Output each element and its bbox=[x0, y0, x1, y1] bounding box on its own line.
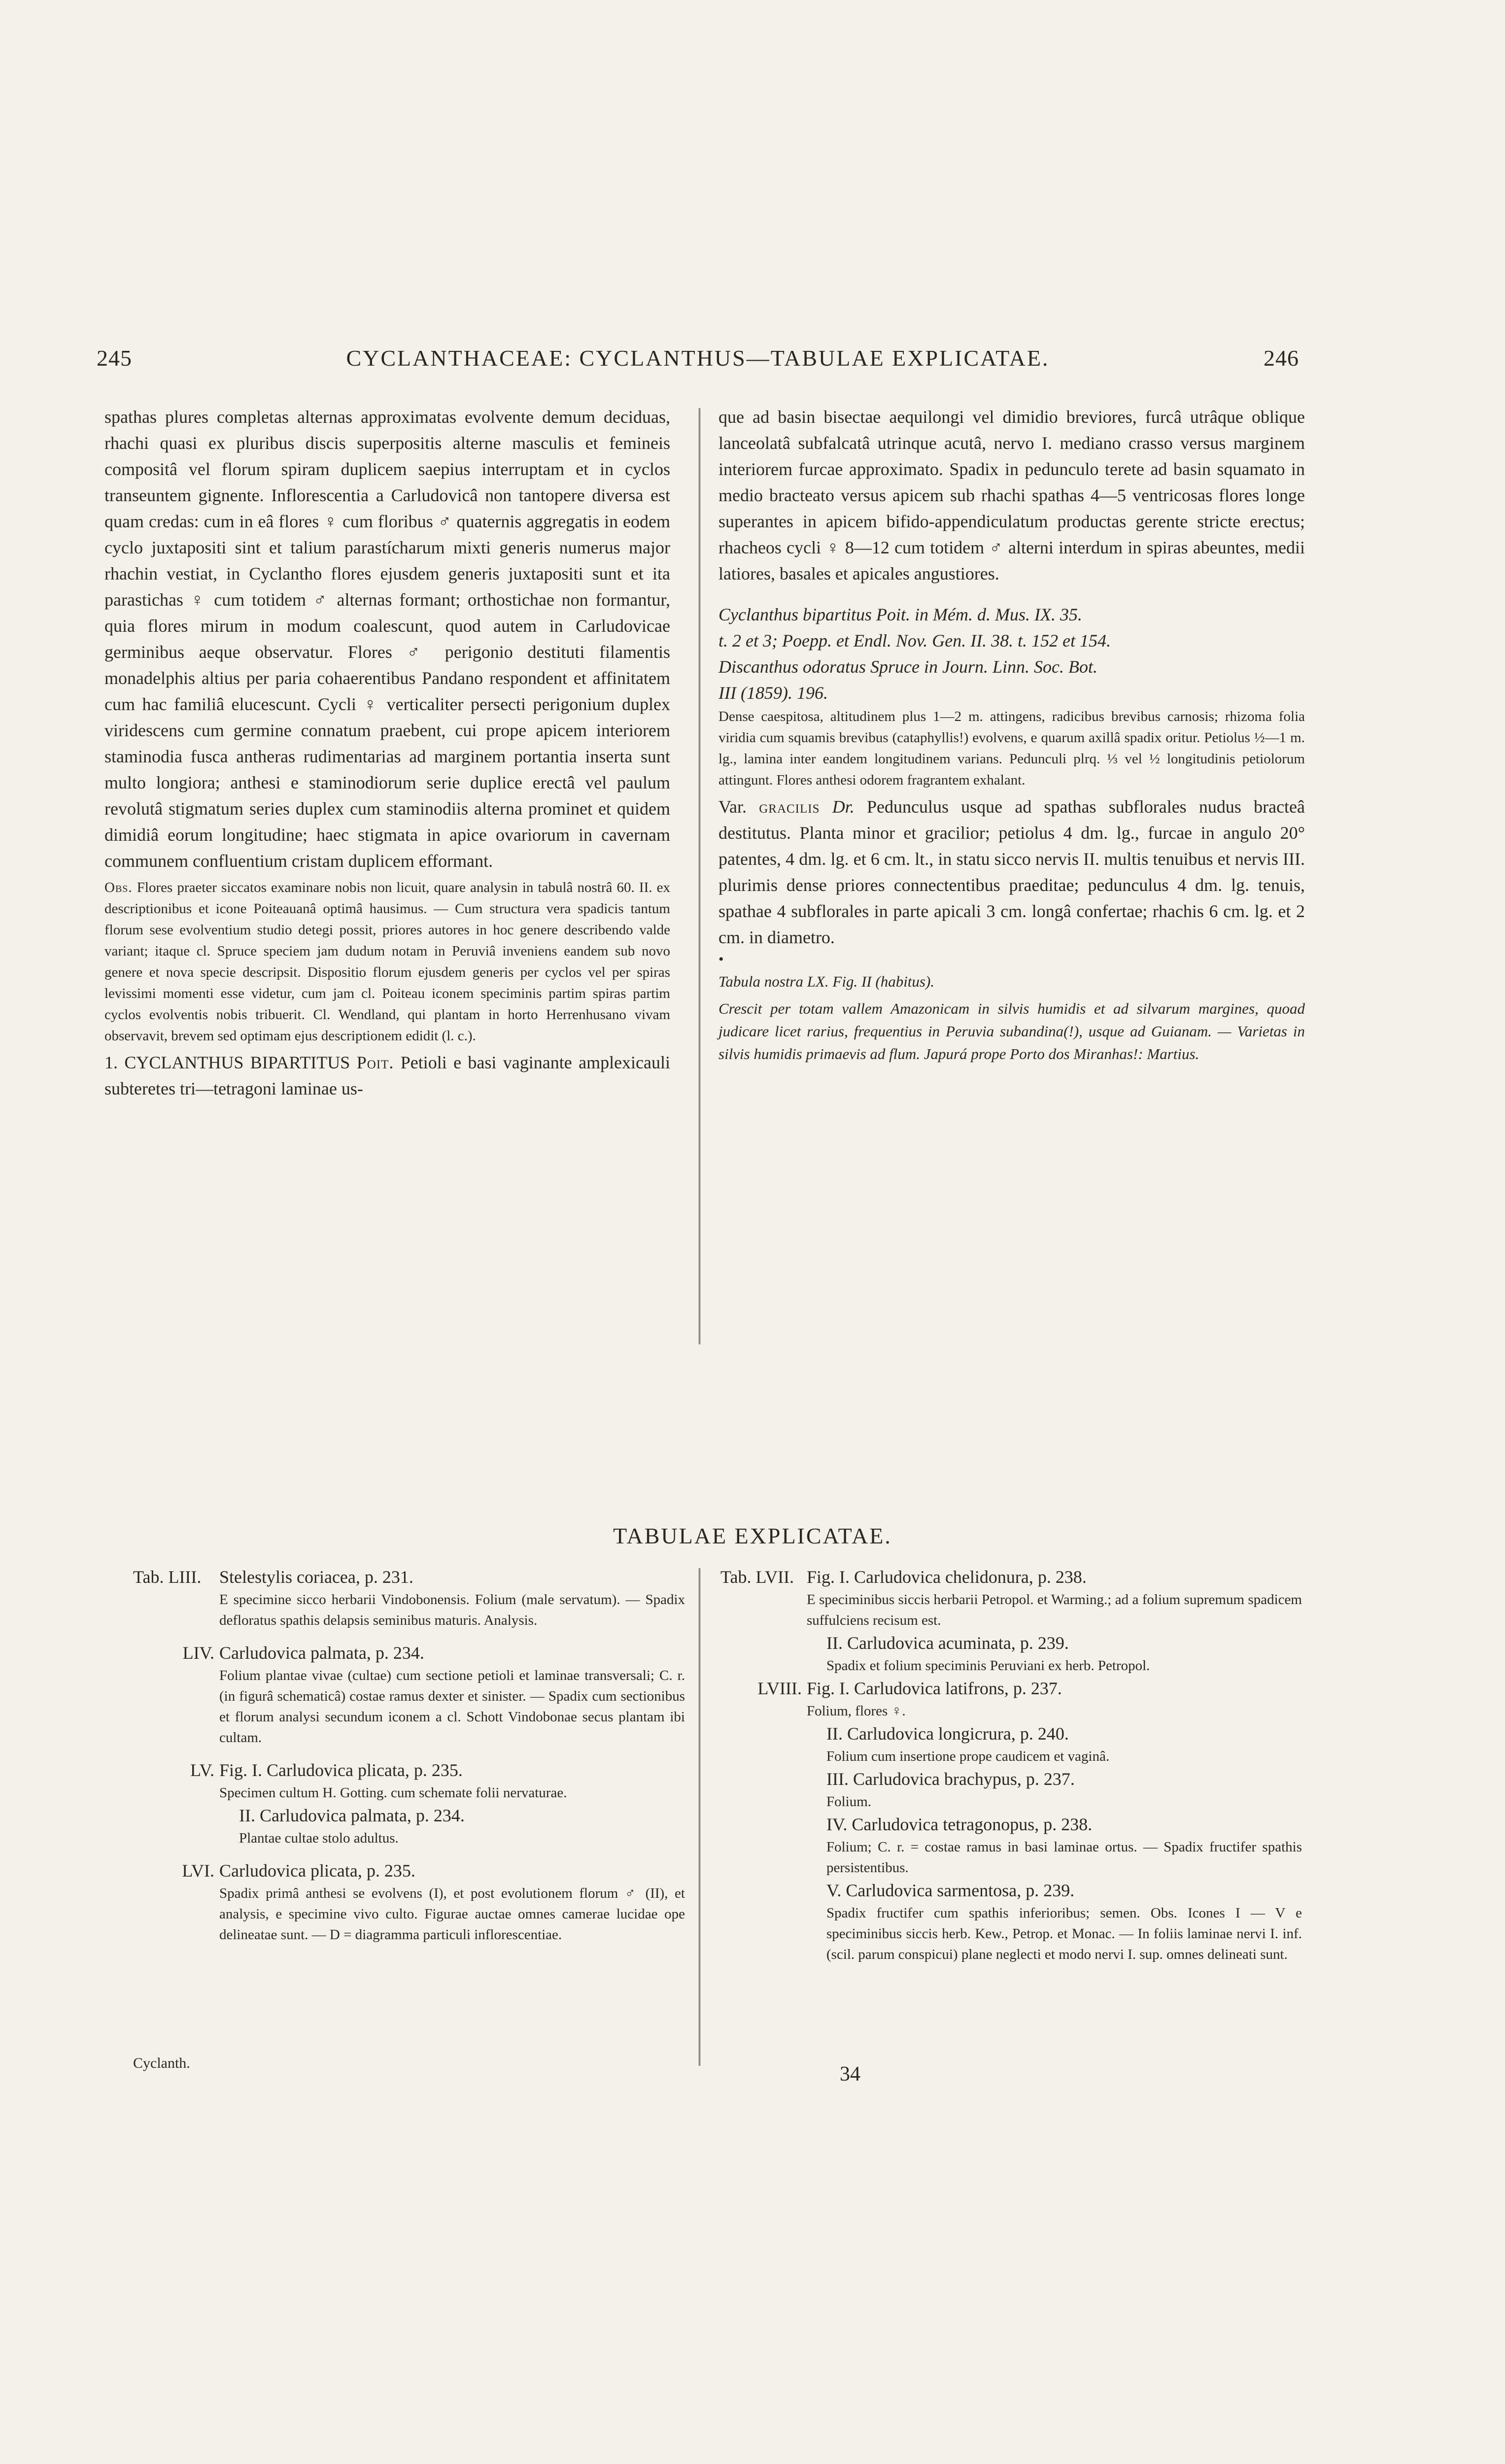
plate-note: Folium; C. r. = costae ramus in basi laminae ortus. — Spadix fructifer spathis persistentibus. bbox=[826, 1839, 1302, 1876]
left-column bbox=[104, 404, 670, 1105]
plate-reference: Tabula nostra LX. Fig. II (habitus). bbox=[718, 973, 935, 990]
description-small: Dense caespitosa, altitudinem plus 1—2 m. attingens, radicibus brevibus carnosis; rhizoma folia viridia cum squamis brevibus (cataphyllis!) evolvens, e quarum axillâ spadix oritur. Petiolus ½—1 m. lg., lamina inter eandem longitudinem varians. Pedunculi plrq. ⅓ vel ½ longitudinis petiolorum attingunt. Flores anthesi odorem fragrantem exhalant. bbox=[718, 709, 1305, 788]
plate-note: Folium cum insertione prope caudicem et vaginâ. bbox=[826, 1748, 1110, 1764]
plate-label: LVIII. bbox=[757, 1678, 802, 1698]
citations bbox=[718, 602, 1305, 706]
plate-title: II. Carludovica longicrura, p. 240. bbox=[826, 1724, 1069, 1744]
sheet-number: 34 bbox=[840, 2063, 860, 2086]
plate-title: IV. Carludovica tetragonopus, p. 238. bbox=[826, 1814, 1093, 1834]
species-heading bbox=[104, 1050, 670, 1102]
plate-title: II. Carludovica palmata, p. 234. bbox=[239, 1806, 465, 1825]
plate-note: Plantae cultae stolo adultus. bbox=[239, 1830, 399, 1846]
plate-entry bbox=[720, 1878, 1302, 1965]
plate-label: LV. bbox=[190, 1760, 214, 1780]
plate-title: Fig. I. Carludovica latifrons, p. 237. bbox=[807, 1678, 1062, 1698]
plate-entry bbox=[133, 1803, 685, 1848]
plate-note: E speciminibus siccis herbarii Petropol. et Warming.; ad a folium supremum spadicem suffulciens recisum est. bbox=[807, 1592, 1302, 1628]
plate-entry bbox=[133, 1758, 685, 1803]
page-number-left: 245 bbox=[97, 345, 132, 371]
plate-title: Stelestylis coriacea, p. 231. bbox=[219, 1567, 413, 1587]
var-name: gracilis bbox=[759, 797, 820, 817]
plate-entry bbox=[720, 1631, 1302, 1676]
species-name: CYCLANTHUS BIPARTITUS bbox=[124, 1053, 350, 1072]
plate-entry bbox=[720, 1812, 1302, 1878]
citation-line: t. 2 et 3; Poepp. et Endl. Nov. Gen. II. 38. t. 152 et 154. bbox=[718, 631, 1111, 650]
plate-note: Spadix et folium speciminis Peruviani ex herb. Petropol. bbox=[826, 1658, 1150, 1674]
plate-title: III. Carludovica brachypus, p. 237. bbox=[826, 1769, 1075, 1789]
running-head bbox=[97, 345, 1299, 371]
obs-label: Obs. bbox=[104, 880, 133, 895]
bullet-mark: • bbox=[718, 951, 724, 967]
running-title: CYCLANTHACEAE: CYCLANTHUS—TABULAE EXPLICATAE. bbox=[346, 345, 1050, 371]
species-author: Poit. bbox=[356, 1053, 394, 1072]
right-column bbox=[718, 404, 1305, 1068]
signature-mark: Cyclanth. bbox=[133, 2055, 190, 2071]
var-text: Pedunculus usque ad spathas subflorales nudus bracteâ destitutus. Planta minor et gracilior; petiolus 4 dm. lg., furcae in angulo 20° patentes, 4 dm. lg. et 6 cm. lt., in statu sicco nervis II. multis tenuibus et nervis III. plurimis dense priores connectentibus praeditae; pedunculus 4 dm. lg. tenuis, spathae 4 subflorales in parte apicali 3 cm. longâ confertae; rhachis 6 cm. lg. et 2 cm. in diametro. bbox=[718, 797, 1305, 947]
plate-entry bbox=[720, 1676, 1302, 1721]
plate-note: Folium. bbox=[826, 1794, 872, 1810]
plate-title: V. Carludovica sarmentosa, p. 239. bbox=[826, 1881, 1075, 1900]
left-paragraph: spathas plures completas alternas approximatas evolvente demum deciduas, rhachi quasi ex pluribus discis superpositis alterne masculis et femineis compositâ vel florum spiram duplicem saepius interruptam et in cyclos transeuntem gignente. Inflorescentia a Carludovicâ non tantopere diversa est quam credas: cum in eâ flores ♀ cum floribus ♂ quaternis aggregatis in eodem cyclo juxtapositi sint et talium parastícharum mixti generis numerus major rhachin vestiat, in Cyclantho flores ejusdem generis juxtapositi sunt et ita parastichas ♀ cum totidem ♂ alternas formant; orthostichae non formantur, quia flores mirum in modum coalescunt, quod autem in Carludovicae germinibus aeque observatur. Flores ♂ perigonio destituti filamentis monadelphis altius per paria cohaerentibus Pandano respondent et affinitatem cum hac familiâ elucescunt. Cycli ♀ verticaliter persecti perigonium duplex viridescens cum germine connatum praebent, cui prope apicem interiorem staminodia fusca antheras rudimentarias ad marginem portantia inserta sunt multo longiora; anthesi e staminodiorum serie duplice erectâ vel paulum revolutâ stigmatum series duplex cum staminodiis alterna prominet et quidem dimidiâ eorum longitudine; haec stigmata in apice ovariorum in cavernam communem confluentium cristam duplicem efformant. bbox=[104, 407, 670, 871]
plates-list-left bbox=[133, 1565, 685, 1945]
obs-note bbox=[104, 877, 670, 1047]
plate-entry bbox=[133, 1565, 685, 1631]
plate-label: LIV. bbox=[182, 1643, 214, 1663]
section-title: TABULAE EXPLICATAE. bbox=[613, 1523, 892, 1548]
plate-label: Tab. LIII. bbox=[133, 1567, 202, 1587]
plate-entry bbox=[720, 1767, 1302, 1812]
plate-note: Spadix fructifer cum spathis inferioribus; semen. Obs. Icones I — V e speciminibus siccis herb. Kew., Petrop. et Monac. — In foliis laminae nervi I. inf. (scil. parum conspicui) plane neglecti et modo nervi I. sup. omnes delineati sunt. bbox=[826, 1905, 1302, 1962]
var-author: Dr. bbox=[832, 797, 855, 817]
plate-note: E specimine sicco herbarii Vindobonensis. Folium (male servatum). — Spadix defloratus spathis delapsis seminibus maturis. Analysis. bbox=[219, 1592, 685, 1628]
plate-note: Folium, flores ♀. bbox=[807, 1703, 906, 1719]
habitat-text: Crescit per totam vallem Amazonicam in silvis humidis et ad silvarum margines, quoad judicare licet rarius, frequentius in Peruvia subandina(!), usque ad Guianam. — Varietas in silvis humidis primaevis ad flum. Japurá prope Porto dos Miranhas!: Martius. bbox=[718, 1000, 1305, 1062]
right-paragraph: que ad basin bisectae aequilongi vel dimidio breviores, furcâ utrâque oblique lanceolatâ subfalcatâ utrinque acutâ, nervo I. mediano crasso versus marginem interiorem furcae approximato. Spadix in pedunculo terete ad basin squamato in medio bracteato versus apicem sub rhachi spathas 4—5 ventricosas flores longe superantes in apicem bifido-appendiculatum productas gerente stricte erectus; rhacheos cycli ♀ 8—12 cum totidem ♂ alterni interdum in spiras abeuntes, medii latiores, basales et apicales angustiores. bbox=[718, 407, 1305, 583]
plate-title: Fig. I. Carludovica chelidonura, p. 238. bbox=[807, 1567, 1087, 1587]
plate-entry bbox=[133, 1858, 685, 1945]
citation-line: III (1859). 196. bbox=[718, 683, 828, 703]
column-divider-bottom bbox=[699, 1568, 700, 2066]
species-number: 1. bbox=[104, 1053, 118, 1072]
plate-entry bbox=[720, 1721, 1302, 1767]
plate-note: Spadix primâ anthesi se evolvens (I), et post evolutionem florum ♂ (II), et analysis, e specimine vivo culto. Figurae auctae omnes camerae lucidae ope delineatae sunt. — D = diagramma particuli inflorescentiae. bbox=[219, 1885, 685, 1943]
species-text: Petioli e basi vaginante amplexicauli subteretes tri—tetragoni laminae us- bbox=[104, 1053, 671, 1098]
plate-title: Carludovica palmata, p. 234. bbox=[219, 1643, 424, 1663]
plate-title: Fig. I. Carludovica plicata, p. 235. bbox=[219, 1760, 463, 1780]
plate-title: Carludovica plicata, p. 235. bbox=[219, 1861, 415, 1881]
plate-title: II. Carludovica acuminata, p. 239. bbox=[826, 1633, 1069, 1653]
column-divider-top bbox=[699, 408, 700, 1344]
citation-line: Discanthus odoratus Spruce in Journ. Linn. Soc. Bot. bbox=[718, 657, 1097, 677]
plate-label: LVI. bbox=[182, 1861, 214, 1881]
var-label: Var. bbox=[718, 797, 747, 817]
obs-text: Flores praeter siccatos examinare nobis non licuit, quare analysin in tabulâ nostrâ 60. II. ex descriptionibus et icone Poiteauanâ optimâ hausimus. — Cum structura vera spadicis tantum florum sese evolventium studio detegi possit, priores autores in hoc genere describendo valde variant; itaque cl. Spruce speciem jam dudum notam in Peruviâ inveniens eandem sub novo genere et nova specie descripsit. Dispositio florum ejusdem generis per cyclos vel per spiras levissimi momenti esse videtur, cum jam cl. Poiteau iconem speciminis partim spiras partim cyclos evolventis nobis tribuerit. Cl. Wendland, qui plantam in horto Herrenhusano vivam observavit, brevem sed optimam ejus descriptionem edidit (l. c.). bbox=[104, 880, 670, 1044]
plate-label: Tab. LVII. bbox=[720, 1567, 794, 1587]
plate-entry bbox=[133, 1641, 685, 1748]
plates-list-right bbox=[720, 1565, 1302, 1965]
plate-entry bbox=[720, 1565, 1302, 1631]
plate-note: Folium plantae vivae (cultae) cum sectione petioli et laminae transversali; C. r. (in figurâ schematicâ) costae ramus dexter et sinister. — Spadix cum sectionibus et florum analysi secundum iconem a cl. Schott Vindobonae secus plantam ibi cultam. bbox=[219, 1668, 685, 1745]
page-number-right: 246 bbox=[1264, 345, 1299, 371]
plate-note: Specimen cultum H. Gotting. cum schemate folii nervaturae. bbox=[219, 1785, 567, 1801]
citation-line: Cyclanthus bipartitus Poit. in Mém. d. Mus. IX. 35. bbox=[718, 605, 1082, 624]
variety-paragraph bbox=[718, 794, 1305, 951]
